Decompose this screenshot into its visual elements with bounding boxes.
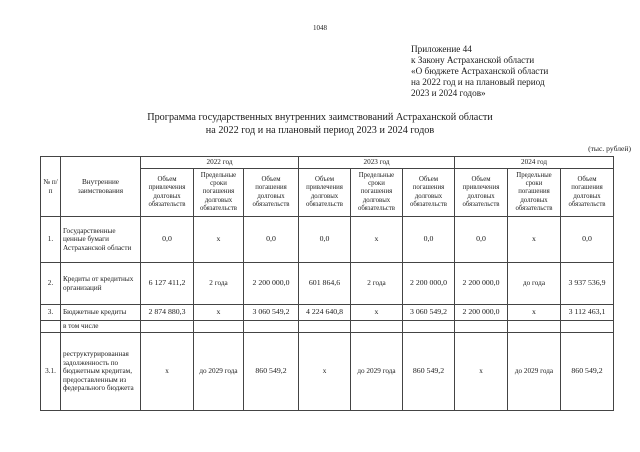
cell-value: х <box>351 305 403 321</box>
page-number: 1048 <box>313 24 327 32</box>
cell-value: до 2029 года <box>508 333 561 411</box>
cell-value: 0,0 <box>403 217 455 263</box>
header-sub: Предельные сроки погашения долговых обязательств <box>194 169 244 217</box>
cell-value: до 2029 года <box>194 333 244 411</box>
cell-value: 2 года <box>194 263 244 305</box>
cell-value: 6 127 411,2 <box>141 263 194 305</box>
header-sub: Объем привлечения долговых обязательств <box>141 169 194 217</box>
row-num: 2. <box>41 263 61 305</box>
appendix-block <box>411 44 636 99</box>
cell-value: х <box>351 217 403 263</box>
cell-value: 2 200 000,0 <box>455 305 508 321</box>
appendix-line: на 2022 год и на плановый период <box>411 77 545 87</box>
appendix-line: 2023 и 2024 годов» <box>411 88 486 98</box>
cell-value: 860 549,2 <box>561 333 614 411</box>
header-year: 2022 год <box>141 157 299 169</box>
cell-value: до года <box>508 263 561 305</box>
cell-value: 2 200 000,0 <box>403 263 455 305</box>
table-row-inclusive <box>41 321 614 333</box>
cell-value: х <box>299 333 351 411</box>
table-row <box>41 333 614 411</box>
cell-value: х <box>508 217 561 263</box>
appendix-line: Приложение 44 <box>411 44 472 54</box>
cell-value: 0,0 <box>244 217 299 263</box>
header-sub: Объем привлечения долговых обязательств <box>299 169 351 217</box>
cell-value: 2 года <box>351 263 403 305</box>
cell-value: х <box>194 305 244 321</box>
header-num: № п/п <box>41 157 61 217</box>
header-row-years <box>41 157 614 169</box>
header-sub: Предельные сроки погашения долговых обязательств <box>351 169 403 217</box>
row-num: 1. <box>41 217 61 263</box>
cell-value: х <box>455 333 508 411</box>
cell-value: 4 224 640,8 <box>299 305 351 321</box>
header-sub: Объем погашения долговых обязательств <box>244 169 299 217</box>
cell-value: 2 200 000,0 <box>244 263 299 305</box>
header-sub: Объем погашения долговых обязательств <box>403 169 455 217</box>
row-name: Государственные ценные бумаги Астраханской области <box>61 217 141 263</box>
cell-value: 860 549,2 <box>403 333 455 411</box>
row-num: 3.1. <box>41 333 61 411</box>
header-sub: Объем погашения долговых обязательств <box>561 169 614 217</box>
cell-value: 3 112 463,1 <box>561 305 614 321</box>
table-row <box>41 263 614 305</box>
header-year: 2024 год <box>455 157 614 169</box>
cell-value: х <box>194 217 244 263</box>
cell-value: 2 874 880,3 <box>141 305 194 321</box>
document-title <box>0 112 640 137</box>
row-name: Кредиты от кредитных организаций <box>61 263 141 305</box>
cell-value: 0,0 <box>455 217 508 263</box>
cell-value: 0,0 <box>141 217 194 263</box>
header-sub: Объем привлечения долговых обязательств <box>455 169 508 217</box>
row-name: Бюджетные кредиты <box>61 305 141 321</box>
cell-value: 601 864,6 <box>299 263 351 305</box>
appendix-line: «О бюджете Астраханской области <box>411 66 549 76</box>
cell-value: до 2029 года <box>351 333 403 411</box>
header-borrowings: Внутренние заимствования <box>61 157 141 217</box>
cell-value: 3 060 549,2 <box>403 305 455 321</box>
cell-value: 3 060 549,2 <box>244 305 299 321</box>
header-year: 2023 год <box>299 157 455 169</box>
cell-value: 0,0 <box>561 217 614 263</box>
title-line-2: на 2022 год и на плановый период 2023 и 2024 годов <box>205 124 435 136</box>
row-name: реструктурированная задолженность по бюджетным кредитам, предоставленным из федерального бюджета <box>61 333 141 411</box>
cell-value: х <box>508 305 561 321</box>
title-line-1: Программа государственных внутренних заимствований Астраханской области <box>147 112 493 123</box>
cell-value: 860 549,2 <box>244 333 299 411</box>
inclusive-label: в том числе <box>61 321 141 333</box>
appendix-line: к Закону Астраханской области <box>411 55 535 65</box>
borrowings-table <box>40 156 614 411</box>
cell-value: 2 200 000,0 <box>455 263 508 305</box>
cell-value: х <box>141 333 194 411</box>
cell-value: 0,0 <box>299 217 351 263</box>
row-num: 3. <box>41 305 61 321</box>
cell-value: 3 937 536,9 <box>561 263 614 305</box>
table-row <box>41 217 614 263</box>
units-label: (тыс. рублей) <box>588 144 631 153</box>
header-sub: Предельные сроки погашения долговых обязательств <box>508 169 561 217</box>
table-row <box>41 305 614 321</box>
